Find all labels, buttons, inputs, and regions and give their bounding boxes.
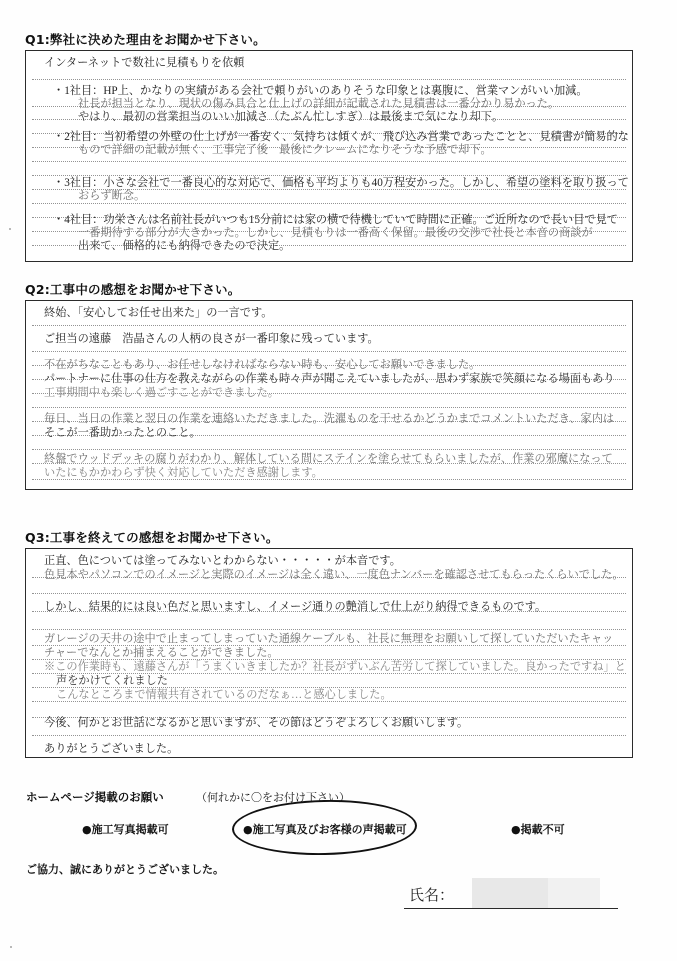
q3-line: 正直、色については塗ってみないとわからない・・・・・が本音です。 — [44, 555, 401, 567]
q1-line: もので詳細の記載が無く、工事完了後 最後にクレームになりそうな予感で却下。 — [78, 144, 492, 156]
form-rule — [32, 629, 626, 630]
q3-line: チャーでなんとか捕まえることができました。 — [44, 647, 279, 659]
q1-line: おらず断念。 — [78, 190, 146, 202]
form-rule — [32, 203, 626, 204]
name-redaction-block — [548, 878, 600, 908]
form-rule — [32, 593, 626, 594]
q1-line: ・1社目：HP上、かなりの実績がある会社で頼りがいのありそうな印象とは裏腹に、営業マンがいい加減。 — [53, 85, 588, 97]
form-rule — [32, 175, 626, 176]
publication-title: ホームページ掲載のお願い — [26, 790, 164, 804]
name-field-label: 氏名： — [409, 888, 455, 904]
form-rule — [32, 449, 626, 450]
q3-heading: Q3:工事を終えての感想をお聞かせ下さい。 — [25, 530, 279, 545]
q3-line: 今後、何かとお世話になるかと思いますが、その節はどうぞよろしくお願いします。 — [44, 717, 469, 729]
q3-line: しかし、結果的には良い色だと思いますし、イメージ通りの艶消しで仕上がり納得できるものです。 — [44, 601, 547, 613]
q2-line: 不在がちなこともあり、お任せしなければならない時も、安心してお願いできました。 — [44, 359, 481, 371]
form-rule — [32, 735, 626, 736]
q1-line: 出来て、価格的にも納得できたので決定。 — [78, 240, 291, 252]
q2-line: 終盤でウッドデッキの腐りがわかり、解体している間にステインを塗らせてもらいましたが、作業の邪魔になって — [44, 453, 613, 465]
name-redaction-block — [472, 878, 548, 908]
form-rule — [32, 325, 626, 326]
q2-line: 終始、「安心してお任せ出来た」の一言です。 — [44, 307, 273, 319]
scan-speck — [10, 946, 12, 948]
q3-line: ※この作業時も、遠藤さんが「うまくいきましたか？社長がずいぶん苦労して探していました。良かったですね」と — [44, 661, 626, 673]
q1-line: 社長が担当となり、現状の傷み具合と仕上げの詳細が記載された見積書は一番分かり易かった。 — [78, 98, 560, 110]
form-rule — [32, 351, 626, 352]
q1-line: やはり、最初の営業担当のいい加減さ（たぶん忙しすぎ）は最後まで気になり却下。 — [78, 111, 504, 123]
option-photos-and-voice[interactable]: ●施工写真及びお客様の声掲載可 — [243, 823, 407, 836]
q2-line: パートナーに仕事の仕方を教えながらの作業も時々声が聞こえていましたが、思わず家族で笑顔になる場面もあり — [44, 373, 615, 385]
q1-line: インターネットで数社に見積もりを依頼 — [44, 57, 245, 69]
q2-line: 工事期間中も楽しく過ごすことができました。 — [44, 387, 279, 399]
q3-line: ありがとうございました。 — [44, 743, 179, 755]
closing-thanks: ご協力、誠にありがとうございました。 — [26, 863, 224, 876]
q3-line: こんなところまで情報共有されているのだなぁ…と感心しました。 — [56, 689, 392, 701]
option-photos-only[interactable]: ●施工写真掲載可 — [82, 823, 169, 836]
q2-line: 毎日、当日の作業と翌日の作業を連絡いただきました。洗濯ものを干せるかどうかまでコメントいただき、家内は — [44, 413, 615, 425]
q3-line: 色見本やパソコンでのイメージと実際のイメージは全く違い、一度色ナンバーを確認させてもらったくらいでした。 — [44, 569, 624, 581]
scan-speck — [9, 228, 11, 230]
form-rule — [32, 407, 626, 408]
q1-line: ・3社目：小さな会社で一番良心的な対応で、価格も平均よりも40万程安かった。しかし、希望の塗料を取り扱って — [53, 177, 629, 189]
q3-line: 声をかけてくれました — [56, 675, 168, 687]
q1-heading: Q1:弊社に決めた理由をお聞かせ下さい。 — [25, 32, 266, 47]
q2-line: そこが一番助かったとのこと。 — [44, 427, 201, 439]
q2-line: ご担当の遠藤 浩晶さんの人柄の良さが一番印象に残っています。 — [44, 333, 379, 345]
q2-line: いたにもかかわらず快く対応していただき感謝します。 — [44, 467, 323, 479]
q1-line: 一番期待する部分が大きかった。しかし、見積もりは一番高く保留。最後の交渉で社長と本音の商談が — [78, 227, 593, 239]
q3-line: ガレージの天井の途中で止まってしまっていた通線ケーブルも、社長に無理をお願いして探していただいたキャッ — [44, 633, 614, 645]
publication-note: （何れかに〇をお付け下さい） — [196, 791, 350, 804]
form-rule — [32, 79, 626, 80]
form-rule — [32, 161, 626, 162]
q1-line: ・2社目：当初希望の外壁の仕上げが一番安く、気持ちは傾くが、飛び込み営業であったことと、見積書が簡易的な — [53, 131, 629, 143]
option-no-publication[interactable]: ●掲載不可 — [511, 823, 565, 836]
name-input-underline[interactable] — [404, 908, 618, 909]
q2-heading: Q2:工事中の感想をお聞かせ下さい。 — [25, 282, 241, 297]
q1-line: ・4社目：功栄さんは名前社長がいつも15分前には家の横で待機していて時間に正確。ご近所なので長い目で見て — [53, 214, 618, 226]
selection-circle-mark — [231, 798, 417, 857]
